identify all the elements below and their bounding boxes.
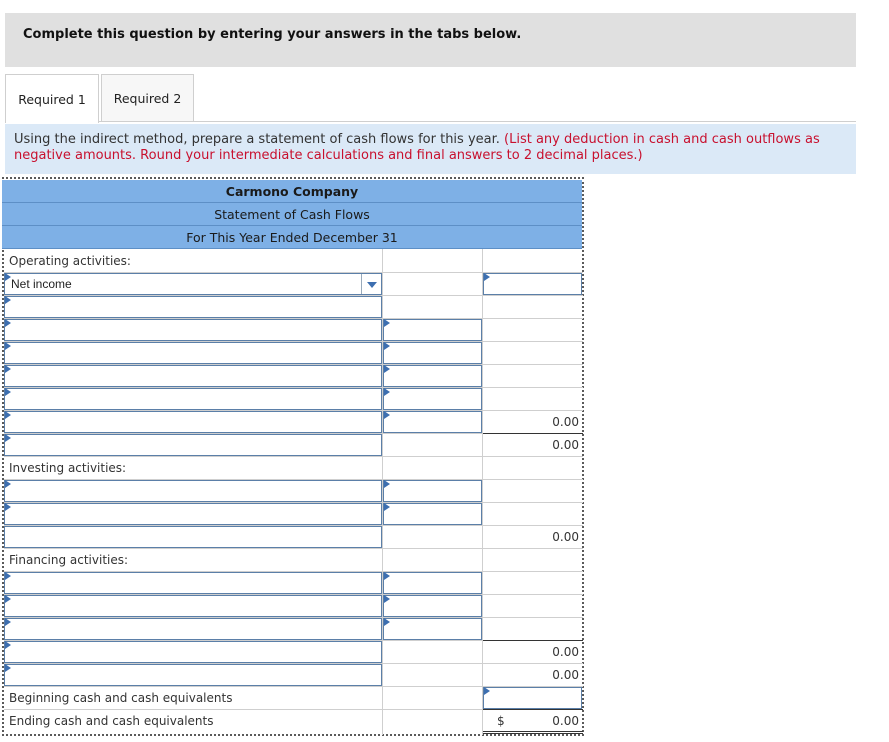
adjustment-amount-input[interactable] (383, 319, 482, 341)
adjustment-amount-input[interactable] (383, 342, 482, 364)
cell-marker-icon (5, 296, 11, 304)
statement-period: For This Year Ended December 31 (186, 229, 398, 245)
adjustment-amount-input[interactable] (383, 388, 482, 410)
cell-marker-icon (5, 641, 11, 649)
total-rule (483, 640, 583, 641)
cell-marker-icon (384, 319, 390, 327)
chevron-down-icon[interactable] (367, 282, 377, 288)
tab-required-1[interactable] (5, 74, 99, 123)
financing-amount-input[interactable] (383, 595, 482, 617)
company-name: Carmono Company (225, 183, 359, 199)
statement-title-header (2, 203, 582, 226)
financing-description-input[interactable] (4, 618, 382, 640)
cell-marker-icon (5, 480, 11, 488)
net-financing-cash-label-input[interactable] (4, 641, 382, 663)
net-income-select[interactable] (4, 273, 382, 295)
investing-description-input[interactable] (4, 503, 382, 525)
cell-marker-icon (5, 618, 11, 626)
cell-marker-icon (5, 342, 11, 350)
investing-amount-input[interactable] (383, 503, 482, 525)
instruction-main: Using the indirect method, prepare a statement of cash flows for this year. (14, 132, 500, 147)
financing-description-input[interactable] (4, 572, 382, 594)
cell-marker-icon (484, 687, 490, 695)
cell-marker-icon (384, 618, 390, 626)
total-rule (483, 433, 583, 434)
ending-total: 0.00 (552, 714, 579, 728)
financing-total: 0.00 (552, 668, 579, 682)
tab-required-2[interactable] (101, 74, 194, 122)
investing-activities-label: Investing activities: (9, 461, 127, 475)
adjustment-description-input[interactable] (4, 411, 382, 433)
cell-marker-icon (384, 388, 390, 396)
statement-period-header (2, 226, 582, 249)
investing-description-input[interactable] (4, 480, 382, 502)
cell-marker-icon (384, 503, 390, 511)
question-instructions (5, 124, 856, 174)
adjustment-amount-input[interactable] (383, 365, 482, 387)
net-income-label: Net income (11, 277, 72, 291)
tab-label: Required 1 (18, 91, 86, 107)
financing-amount-input[interactable] (383, 618, 482, 640)
cell-marker-icon (5, 664, 11, 672)
instruction-note: (List any deduction in cash and cash outflows as negative amounts. Round your intermediate calculations and final answers to 2 decimal places.) (14, 132, 820, 163)
total-rule (483, 709, 583, 710)
cell-marker-icon (484, 273, 490, 281)
investing-amount-input[interactable] (383, 480, 482, 502)
financing-description-input[interactable] (4, 595, 382, 617)
financing-subtotal: 0.00 (552, 645, 579, 659)
beginning-cash-input[interactable] (483, 687, 582, 709)
cell-marker-icon (5, 411, 11, 419)
adjustment-description-input[interactable] (4, 388, 382, 410)
double-underline (483, 731, 583, 734)
financing-amount-input[interactable] (383, 572, 482, 594)
investing-total: 0.00 (552, 530, 579, 544)
cell-marker-icon (5, 595, 11, 603)
instructions-banner (5, 13, 856, 67)
dropdown-separator (361, 274, 362, 294)
cell-marker-icon (5, 503, 11, 511)
cell-marker-icon (384, 572, 390, 580)
adjustment-amount-input[interactable] (383, 411, 482, 433)
statement-title: Statement of Cash Flows (214, 206, 370, 222)
currency-symbol: $ (497, 714, 505, 728)
cell-marker-icon (384, 480, 390, 488)
tab-divider (99, 121, 856, 122)
cell-marker-icon (5, 388, 11, 396)
cell-marker-icon (5, 319, 11, 327)
adjustment-description-input[interactable] (4, 296, 382, 318)
operating-subtotal: 0.00 (552, 415, 579, 429)
net-income-amount-input[interactable] (483, 273, 582, 295)
cell-marker-icon (5, 572, 11, 580)
cell-marker-icon (5, 434, 11, 442)
financing-activities-label: Financing activities: (9, 553, 129, 567)
grid-line (4, 548, 583, 549)
beginning-cash-label: Beginning cash and cash equivalents (9, 691, 233, 705)
tab-label: Required 2 (113, 91, 182, 106)
grid-line (4, 456, 583, 457)
banner-text: Complete this question by entering your answers in the tabs below. (23, 27, 522, 42)
net-operating-cash-label-input[interactable] (4, 434, 382, 456)
cell-marker-icon (5, 365, 11, 373)
net-investing-cash-label-input[interactable] (4, 526, 382, 548)
cell-marker-icon (384, 365, 390, 373)
operating-total: 0.00 (552, 438, 579, 452)
cell-marker-icon (5, 273, 11, 281)
adjustment-description-input[interactable] (4, 342, 382, 364)
cell-marker-icon (384, 342, 390, 350)
company-name-header (2, 180, 582, 203)
cell-marker-icon (384, 411, 390, 419)
adjustment-description-input[interactable] (4, 319, 382, 341)
ending-cash-label: Ending cash and cash equivalents (9, 714, 214, 728)
adjustment-description-input[interactable] (4, 365, 382, 387)
net-change-cash-label-input[interactable] (4, 664, 382, 686)
operating-activities-label: Operating activities: (9, 254, 131, 268)
cell-marker-icon (384, 595, 390, 603)
